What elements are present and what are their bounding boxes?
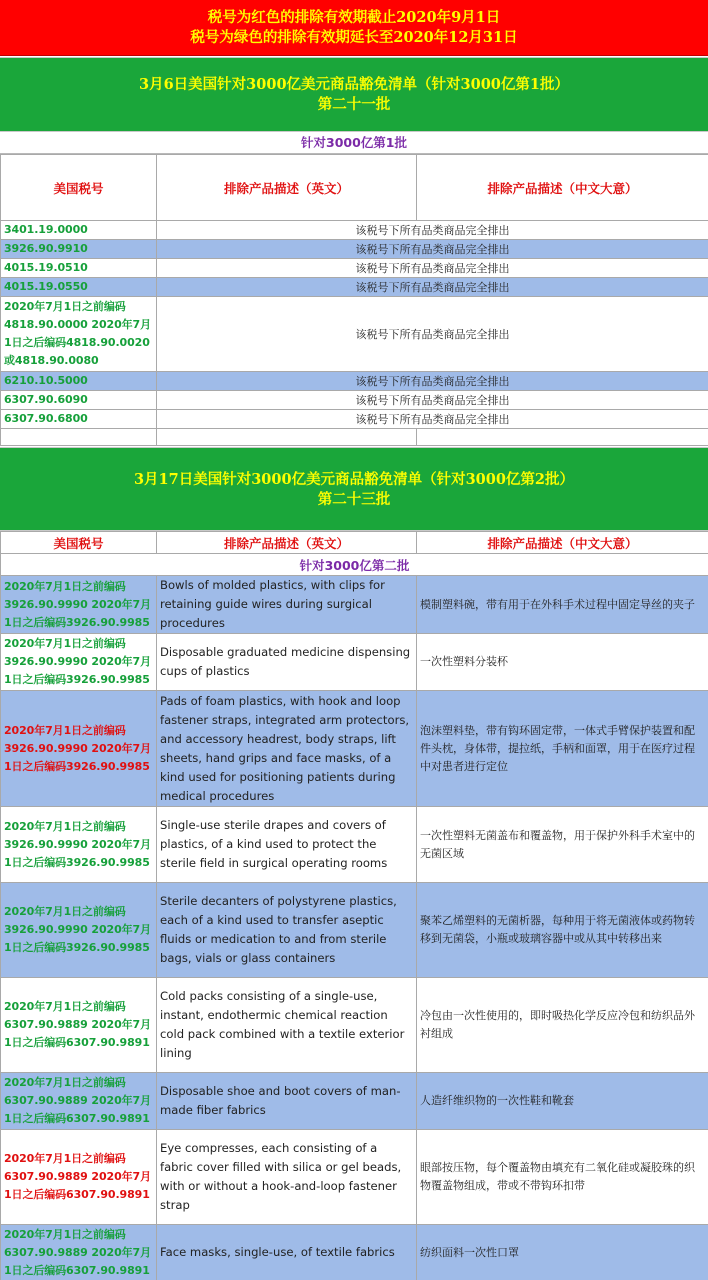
table-row (1, 634, 708, 691)
exclusion-desc-en: Disposable graduated medicine dispensing cups of plastics (157, 634, 417, 691)
tariff-code: 2020年7月1日之前编码3926.90.9990 2020年7月1日之后编码3926.90.9985 (1, 691, 157, 807)
tariff-code: 2020年7月1日之前编码3926.90.9990 2020年7月1日之后编码3926.90.9985 (1, 883, 157, 978)
section1-title-banner (0, 57, 708, 132)
tariff-code: 3926.90.9910 (1, 240, 157, 259)
exclusion-desc-en: Pads of foam plastics, with hook and loop fastener straps, integrated arm protectors, and accessory headrest, body straps, lift sheets, hand grips and face masks, of a kind used for positioning patients during medical procedures (157, 691, 417, 807)
header-desc-en: 排除产品描述（英文） (157, 155, 417, 221)
table-row (1, 807, 708, 883)
exclusion-desc: 该税号下所有品类商品完全排出 (157, 240, 708, 259)
table-row (1, 691, 708, 807)
exclusion-desc-en: Cold packs consisting of a single-use, instant, endothermic chemical reaction cold pack combined with a textile exterior lining (157, 978, 417, 1073)
exclusion-desc-cn: 冷包由一次性使用的，即时吸热化学反应冷包和纺织品外衬组成 (417, 978, 708, 1073)
table-row (1, 883, 708, 978)
exclusion-desc-cn: 一次性塑料分装杯 (417, 634, 708, 691)
table-row (1, 278, 708, 297)
exclusion-desc-en: Eye compresses, each consisting of a fabric cover filled with silica or gel beads, with or without a hook-and-loop fastener strap (157, 1130, 417, 1225)
exclusion-desc-en: Face masks, single-use, of textile fabrics (157, 1225, 417, 1280)
header-us-code: 美国税号 (1, 532, 157, 554)
exclusion-desc: 该税号下所有品类商品完全排出 (157, 297, 708, 372)
tariff-code: 4015.19.0510 (1, 259, 157, 278)
exclusion-desc-cn: 纺织面料一次性口罩 (417, 1225, 708, 1280)
tariff-code: 6307.90.6090 (1, 391, 157, 410)
table-row (1, 1130, 708, 1225)
header-desc-en: 排除产品描述（英文） (157, 532, 417, 554)
header-desc-cn: 排除产品描述（中文大意） (417, 155, 708, 221)
section1-subtitle: 针对3000亿第1批 (0, 132, 708, 154)
tariff-code: 2020年7月1日之前编码3926.90.9990 2020年7月1日之后编码3926.90.9985 (1, 807, 157, 883)
section2-header-row (1, 532, 708, 554)
exclusion-desc-en: Sterile decanters of polystyrene plastics, each of a kind used to transfer aseptic fluids or medication to and from sterile bags, vials or glass containers (157, 883, 417, 978)
section2-subtitle: 针对3000亿第二批 (1, 554, 708, 576)
exclusion-desc-cn: 泡沫塑料垫，带有钩环固定带，一体式手臂保护装置和配件头枕，身体带，提拉纸，手柄和面罩，用于在医疗过程中对患者进行定位 (417, 691, 708, 807)
exclusion-desc-en: Single-use sterile drapes and covers of plastics, of a kind used to protect the sterile field in surgical operating rooms (157, 807, 417, 883)
table-row (1, 410, 708, 429)
tariff-code: 2020年7月1日之前编码6307.90.9889 2020年7月1日之后编码6307.90.9891 (1, 1225, 157, 1280)
validity-notice-banner (0, 0, 708, 56)
section2-subtitle-row (1, 554, 708, 576)
table-row (1, 1073, 708, 1130)
tariff-code: 3401.19.0000 (1, 221, 157, 240)
exclusion-desc: 该税号下所有品类商品完全排出 (157, 259, 708, 278)
tariff-code: 6307.90.6800 (1, 410, 157, 429)
exclusion-desc-cn: 一次性塑料无菌盖布和覆盖物，用于保护外科手术室中的无菌区域 (417, 807, 708, 883)
table-row (1, 576, 708, 634)
tariff-code: 2020年7月1日之前编码3926.90.9990 2020年7月1日之后编码3926.90.9985 (1, 634, 157, 691)
header-desc-cn: 排除产品描述（中文大意） (417, 532, 708, 554)
section1-batch: 第二十一批 (317, 96, 391, 113)
exclusion-desc-cn: 人造纤维织物的一次性鞋和靴套 (417, 1073, 708, 1130)
section2-batch: 第二十三批 (317, 491, 391, 508)
exclusion-desc: 该税号下所有品类商品完全排出 (157, 391, 708, 410)
table-row (1, 391, 708, 410)
exclusion-desc: 该税号下所有品类商品完全排出 (157, 221, 708, 240)
tariff-code: 2020年7月1日之前编码6307.90.9889 2020年7月1日之后编码6307.90.9891 (1, 1130, 157, 1225)
exclusion-desc: 该税号下所有品类商品完全排出 (157, 410, 708, 429)
exclusion-desc-en: Bowls of molded plastics, with clips for retaining guide wires during surgical procedures (157, 576, 417, 634)
section1-header-row (1, 155, 708, 221)
table-row (1, 372, 708, 391)
exclusion-desc: 该税号下所有品类商品完全排出 (157, 278, 708, 297)
exclusion-desc: 该税号下所有品类商品完全排出 (157, 372, 708, 391)
table-row (1, 1225, 708, 1280)
table-row (1, 259, 708, 278)
exclusion-desc-cn: 聚苯乙烯塑料的无菌析器，每种用于将无菌液体或药物转移到无菌袋，小瓶或玻璃容器中或从其中转移出来 (417, 883, 708, 978)
section2-title-banner (0, 447, 708, 531)
table-row (1, 240, 708, 259)
notice-line-red: 税号为红色的排除有效期截止2020年9月1日 (207, 9, 501, 26)
tariff-code: 6210.10.5000 (1, 372, 157, 391)
tariff-code: 2020年7月1日之前编码6307.90.9889 2020年7月1日之后编码6307.90.9891 (1, 978, 157, 1073)
section2-table (0, 531, 708, 1280)
tariff-code: 2020年7月1日之前编码6307.90.9889 2020年7月1日之后编码6307.90.9891 (1, 1073, 157, 1130)
table-row (1, 978, 708, 1073)
table-row (1, 297, 708, 372)
exclusion-desc-cn: 眼部按压物，每个覆盖物由填充有二氧化硅或凝胶珠的织物覆盖物组成，带或不带钩环扣带 (417, 1130, 708, 1225)
exclusion-desc-cn: 模制塑料碗，带有用于在外科手术过程中固定导丝的夹子 (417, 576, 708, 634)
exclusion-desc-en: Disposable shoe and boot covers of man-made fiber fabrics (157, 1073, 417, 1130)
section1-table (0, 154, 708, 446)
section2-title: 3月17日美国针对3000亿美元商品豁免清单（针对3000亿第2批） (133, 471, 575, 488)
notice-line-green: 税号为绿色的排除有效期延长至2020年12月31日 (190, 29, 518, 46)
spacer-row (1, 429, 708, 446)
tariff-code: 2020年7月1日之前编码3926.90.9990 2020年7月1日之后编码3926.90.9985 (1, 576, 157, 634)
tariff-code: 2020年7月1日之前编码4818.90.0000 2020年7月1日之后编码4818.90.0020或4818.90.0080 (1, 297, 157, 372)
section1-title: 3月6日美国针对3000亿美元商品豁免清单（针对3000亿第1批） (139, 76, 569, 93)
tariff-code: 4015.19.0550 (1, 278, 157, 297)
table-row (1, 221, 708, 240)
header-us-code: 美国税号 (1, 155, 157, 221)
